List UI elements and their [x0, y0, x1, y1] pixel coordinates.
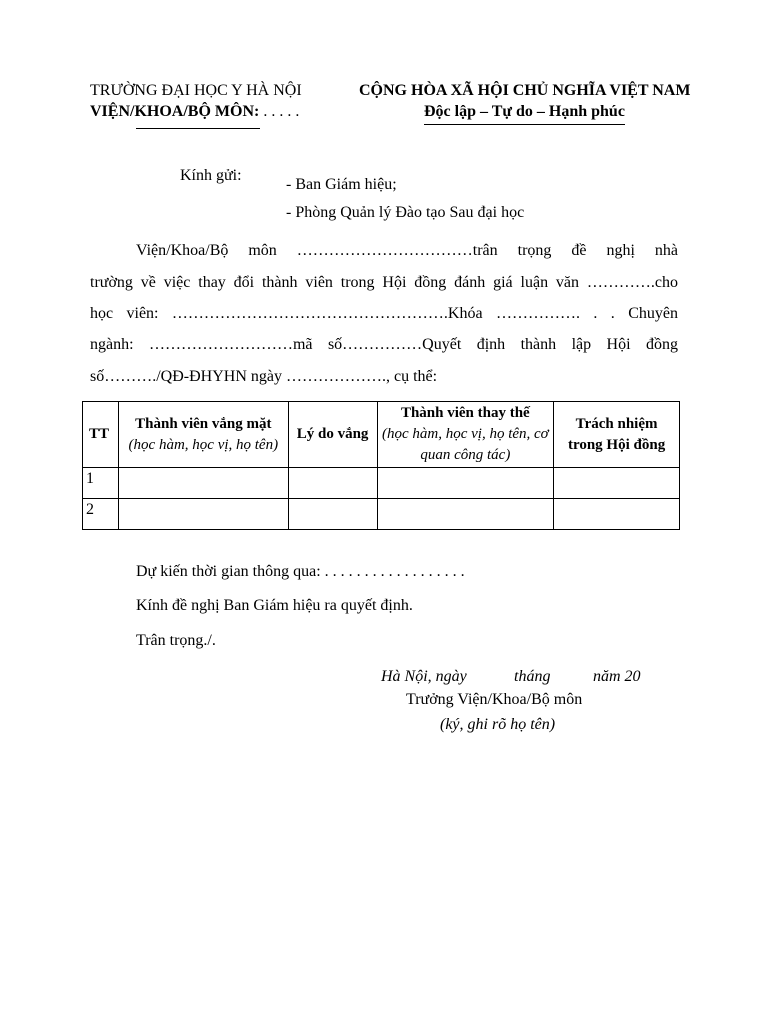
cell-absent[interactable] [118, 499, 288, 530]
signer-title: Trưởng Viện/Khoa/Bộ môn [406, 691, 583, 708]
cell-reason[interactable] [288, 468, 377, 499]
place-date-month: tháng [514, 668, 551, 685]
regards-line: Trân trọng./. [136, 632, 216, 649]
header-absent-sub: (học hàm, học vị, họ tên) [128, 436, 279, 453]
recipient-item: - Ban Giám hiệu; [286, 176, 397, 193]
cell-replacement[interactable] [377, 468, 554, 499]
table-row [83, 499, 680, 530]
body-line: trường về việc thay đổi thành viên trong Hội đồng đánh giá luận văn ………….cho [90, 274, 678, 291]
signature-note: (ký, ghi rõ họ tên) [440, 716, 556, 733]
body-line: Viện/Khoa/Bộ môn ……………………………trân trọng đề nghị nhà [136, 242, 678, 259]
unit-label: VIỆN/KHOA/BỘ MÔN: [90, 103, 260, 120]
place-date-place: Hà Nội, ngày [381, 668, 467, 685]
cell-reason[interactable] [288, 499, 377, 530]
body-line: ngành: ………………………mã số……………Quyết định thành lập Hội đồng [90, 336, 678, 353]
header-replacement-sub: (học hàm, học vị, họ tên, cơ quan công tác) [381, 426, 549, 463]
header-tt: TT [83, 402, 119, 468]
place-date-year: năm 20 [593, 668, 641, 685]
cell-tt: 1 [83, 468, 119, 499]
expected-time: Dự kiến thời gian thông qua: . . . . . . . . . . . . . . . . . . [136, 563, 465, 580]
national-title: CỘNG HÒA XÃ HỘI CHỦ NGHĨA VIỆT NAM [359, 82, 691, 99]
institution-name: TRƯỜNG ĐẠI HỌC Y HÀ NỘI [90, 82, 302, 99]
recipient-label: Kính gửi: [180, 167, 242, 184]
cell-responsibility[interactable] [554, 499, 680, 530]
recipient-item: - Phòng Quản lý Đào tạo Sau đại học [286, 204, 525, 221]
member-change-table [82, 401, 680, 530]
motto-underline [424, 124, 625, 125]
header-replacement-member [377, 402, 554, 468]
header-absent-member [118, 402, 288, 468]
unit-value: . . . . . [259, 103, 300, 120]
cell-responsibility[interactable] [554, 468, 680, 499]
unit-line [90, 103, 299, 121]
header-responsibility: Trách nhiệm trong Hội đồng [554, 402, 680, 468]
cell-tt: 2 [83, 499, 119, 530]
header-replacement-title: Thành viên thay thế [400, 405, 530, 421]
request-line: Kính đề nghị Ban Giám hiệu ra quyết định. [136, 597, 413, 614]
table-row [83, 468, 680, 499]
header-absent-title: Thành viên vắng mặt [135, 415, 272, 432]
cell-replacement[interactable] [377, 499, 554, 530]
table-header-row [83, 402, 680, 468]
header-left-underline [136, 128, 260, 129]
body-line: số………./QĐ-ĐHYHN ngày ………………., cụ thể: [90, 368, 438, 385]
header-reason: Lý do vắng [288, 402, 377, 468]
cell-absent[interactable] [118, 468, 288, 499]
national-motto: Độc lập – Tự do – Hạnh phúc [424, 103, 625, 120]
body-line: học viên: …………………………………………….Khóa ……………. . . Chuyên [90, 305, 678, 322]
